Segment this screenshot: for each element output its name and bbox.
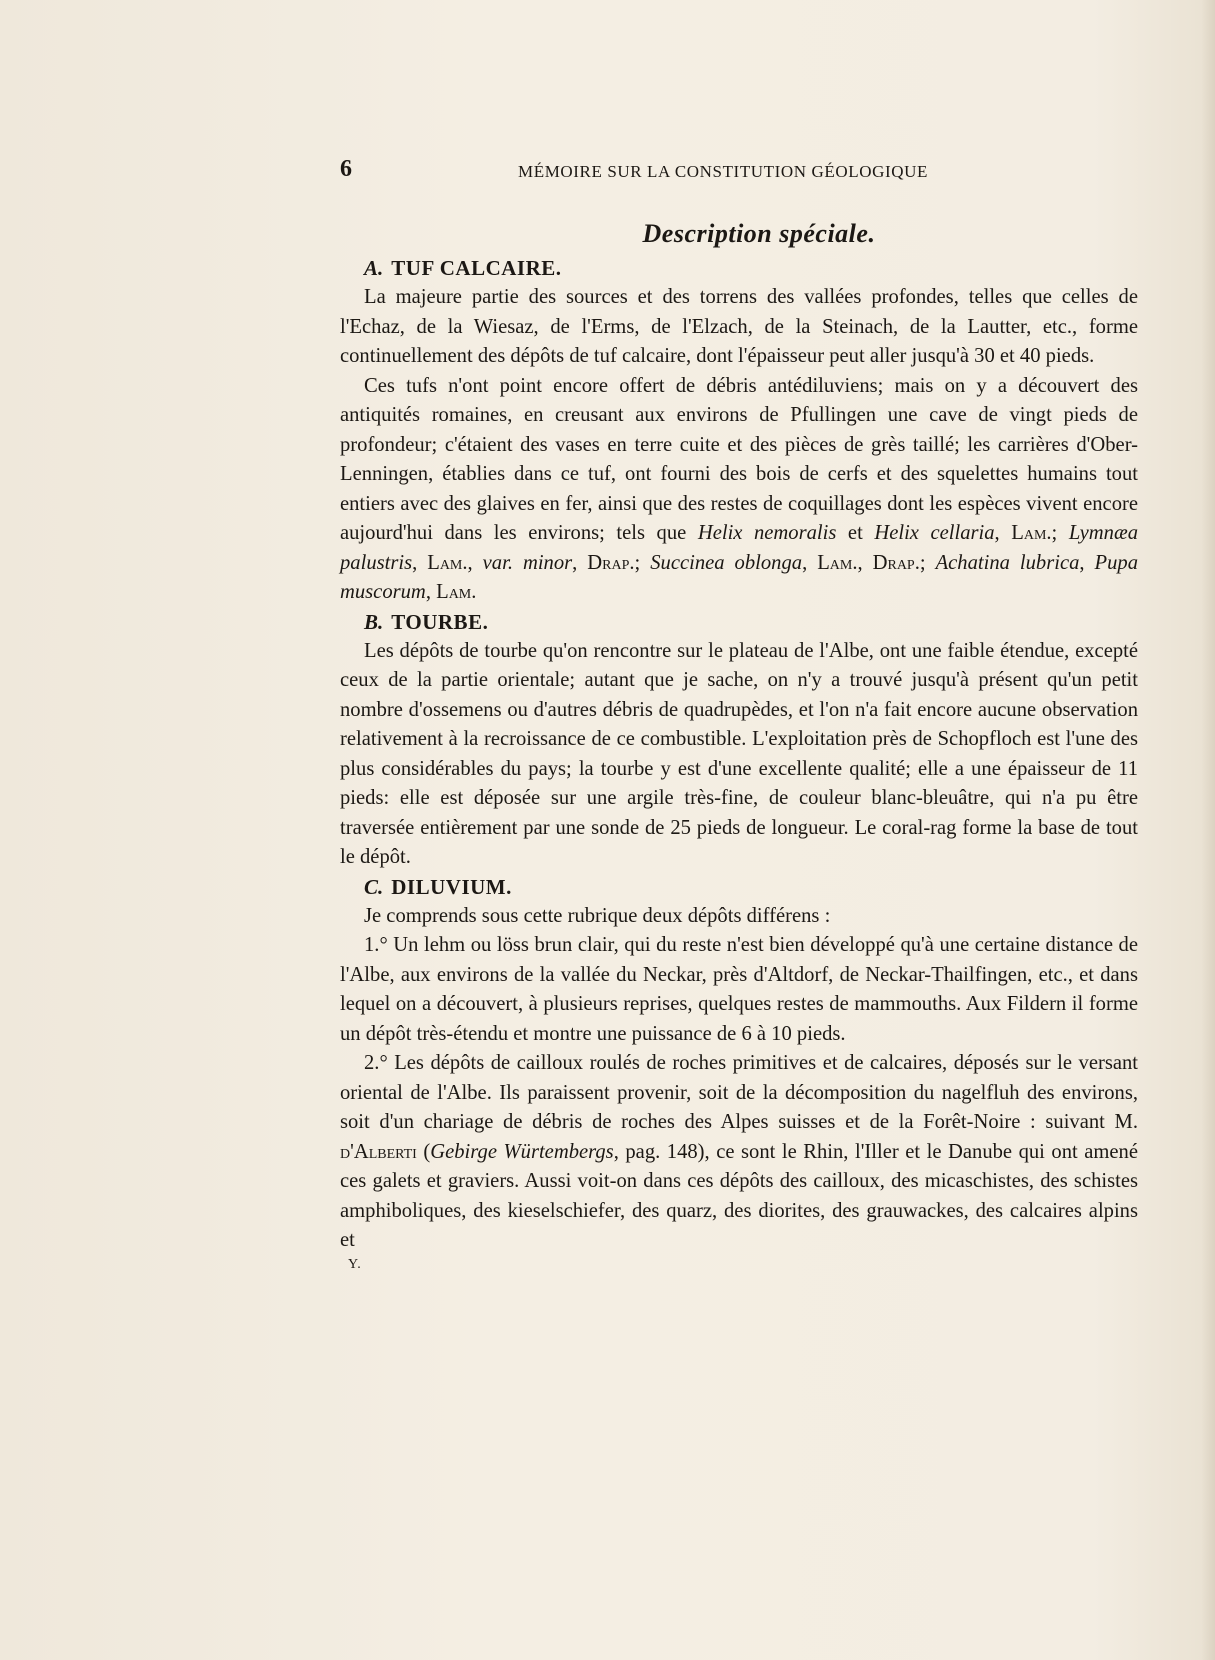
subheading-letter: A. [364, 256, 384, 280]
subheading-text: TUF CALCAIRE. [391, 256, 562, 280]
cited-author: d'Alberti [340, 1140, 417, 1163]
author-abbrev: Lam. [817, 551, 858, 574]
author-abbrev: Lam. [1011, 522, 1052, 544]
paragraph-diluvium-intro: Je comprends sous cette rubrique deux dépôts différens : [364, 904, 831, 927]
running-title: MÉMOIRE SUR LA CONSTITUTION GÉOLOGIQUE [518, 162, 928, 181]
subheading-letter: C. [364, 874, 384, 899]
author-abbrev: Lam. [427, 551, 468, 574]
paragraph-tuf-1: La majeure partie des sources et des torrens des vallées profondes, telles que celles de l'Echaz, de la Wiesaz, de l'Erms, de l'Elzach, de la Steinach, de la Lautter, etc., forme continuellement des dépôts de tuf calcaire, dont l'épaisseur peut aller jusqu'à 30 et 40 pieds. [340, 286, 1138, 367]
paragraph-tuf-2: Ces tufs n'ont point encore offert de débris antédiluviens; mais on y a découvert des antiquités romaines, en creusant aux environs de Pfullingen une cave de vingt pieds de profondeur; c'étaient des vases en terre cuite et des pièces de grès taillé; les carrières d'Ober-Lenningen, établies dans ce tuf, ont fourni des bois de cerfs et des squelettes humains tout entiers avec des glaives en fer, ainsi que des restes de coquillages dont les espèces vivent encore aujourd'hui dans les environs; tels que Helix nemoralis et Helix cellaria, Lam.; Lymnæa palustris, Lam., var. minor, Drap.; Succinea oblonga, Lam., Drap.; Achatina lubrica, Pupa muscorum, Lam. [340, 374, 1139, 603]
page-edge-shadow [1201, 0, 1215, 1660]
subheading-tuf-calcaire [340, 254, 1138, 283]
subheading-text: TOURBE. [391, 609, 489, 634]
species-name: Succinea oblonga [650, 551, 803, 574]
subheading-diluvium [340, 873, 1138, 902]
species-name: Helix nemoralis [697, 522, 837, 544]
connector-text: et [836, 522, 875, 544]
author-abbrev: Lam. [436, 581, 477, 603]
page-header [340, 156, 1160, 186]
cited-work: Gebirge Würtembergs [430, 1140, 614, 1163]
signature-mark: Y. [348, 1256, 362, 1272]
section-title: Description spéciale. [642, 219, 876, 248]
subheading-text: DILUVIUM. [391, 874, 512, 899]
paragraph-text: , pag. 148), ce sont le Rhin, l'Iller et le Danube qui ont amené ces galets et graviers. Aussi voit-on dans ces dépôts des cailloux, des micaschistes, des schistes amphiboliques, des kieselschiefer, des quarz, des diorites, des grauwackes, des calcaires alpins et [340, 1140, 1138, 1251]
paragraph-text: 2.° Les dépôts de cailloux roulés de roches primitives et de calcaires, déposés sur le versant oriental de l'Albe. Ils paraissent provenir, soit de la décomposition du nagelfluh des environs, soit d'un chariage de débris de roches des Alpes suisses et de la Forêt-Noire : suivant M. [340, 1052, 1138, 1133]
page-body [340, 218, 1138, 1274]
subheading-letter: B. [364, 609, 384, 634]
separator-text: ; [1051, 522, 1069, 544]
species-name: Pupa muscorum [340, 551, 1139, 603]
paragraph-diluvium-1: 1.° Un lehm ou löss brun clair, qui du reste n'est bien développé qu'à une certaine distance de l'Albe, aux environs de la vallée du Neckar, près d'Altdorf, de Neckar-Thailfingen, etc., et dans lequel on a découvert, à plusieurs reprises, quelques restes de mammouths. Aux Fildern il forme un dépôt très-étendu et montre une puissance de 6 à 10 pieds. [340, 934, 1138, 1045]
species-name: Achatina lubrica [935, 551, 1080, 574]
paragraph-text: Ces tufs n'ont point encore offert de débris antédiluviens; mais on y a découvert des antiquités romaines, en creusant aux environs de Pfullingen une cave de vingt pieds de profondeur; c'étaient des vases en terre cuite et des pièces de grès taillé; les carrières d'Ober-Lenningen, établies dans ce tuf, ont fourni des bois de cerfs et des squelettes humains tout entiers avec des glaives en fer, ainsi que des restes de coquillages dont les espèces vivent encore aujourd'hui dans les environs; tels que [340, 374, 1138, 544]
separator-text: ; [919, 551, 936, 574]
page-number: 6 [340, 156, 352, 182]
subheading-tourbe [340, 608, 1138, 637]
species-name: Helix cellaria [874, 522, 995, 544]
paragraph-tourbe-1: Les dépôts de tourbe qu'on rencontre sur le plateau de l'Albe, ont une faible étendue, excepté ceux de la partie orientale; autant que je sache, on n'y a trouvé jusqu'à présent qu'un petit nombre d'ossemens ou d'autres débris de quadrupèdes, et l'on n'a fait encore aucune observation relativement à la recroissance de ce combustible. L'exploitation près de Schopfloch est l'une des plus considérables du pays; la tourbe y est d'une excellente qualité; elle a une épaisseur de 11 pieds: elle est déposée sur une argile très-fine, de couleur blanc-bleuâtre, qui n'a pu être traversée entièrement par une sonde de 25 pieds de longueur. Le coral-rag forme la base de tout le dépôt. [340, 639, 1138, 868]
paragraph-diluvium-2: 2.° Les dépôts de cailloux roulés de roches primitives et de calcaires, déposés sur le versant oriental de l'Albe. Ils paraissent provenir, soit de la décomposition du nagelfluh des environs, soit d'un chariage de débris de roches des Alpes suisses et de la Forêt-Noire : suivant M. d'Alberti (Gebirge Würtembergs, pag. 148), ce sont le Rhin, l'Iller et le Danube qui ont amené ces galets et graviers. Aussi voit-on dans ces dépôts des cailloux, des micaschistes, des schistes amphiboliques, des kieselschiefer, des quarz, des diorites, des grauwackes, des calcaires alpins et [340, 1052, 1138, 1251]
separator-text: ; [634, 551, 651, 574]
species-name: Lymnæa palustris [340, 522, 1139, 574]
variety-name: var. minor [482, 551, 573, 574]
author-abbrev: Drap. [872, 551, 920, 574]
author-abbrev: Drap. [587, 551, 635, 574]
